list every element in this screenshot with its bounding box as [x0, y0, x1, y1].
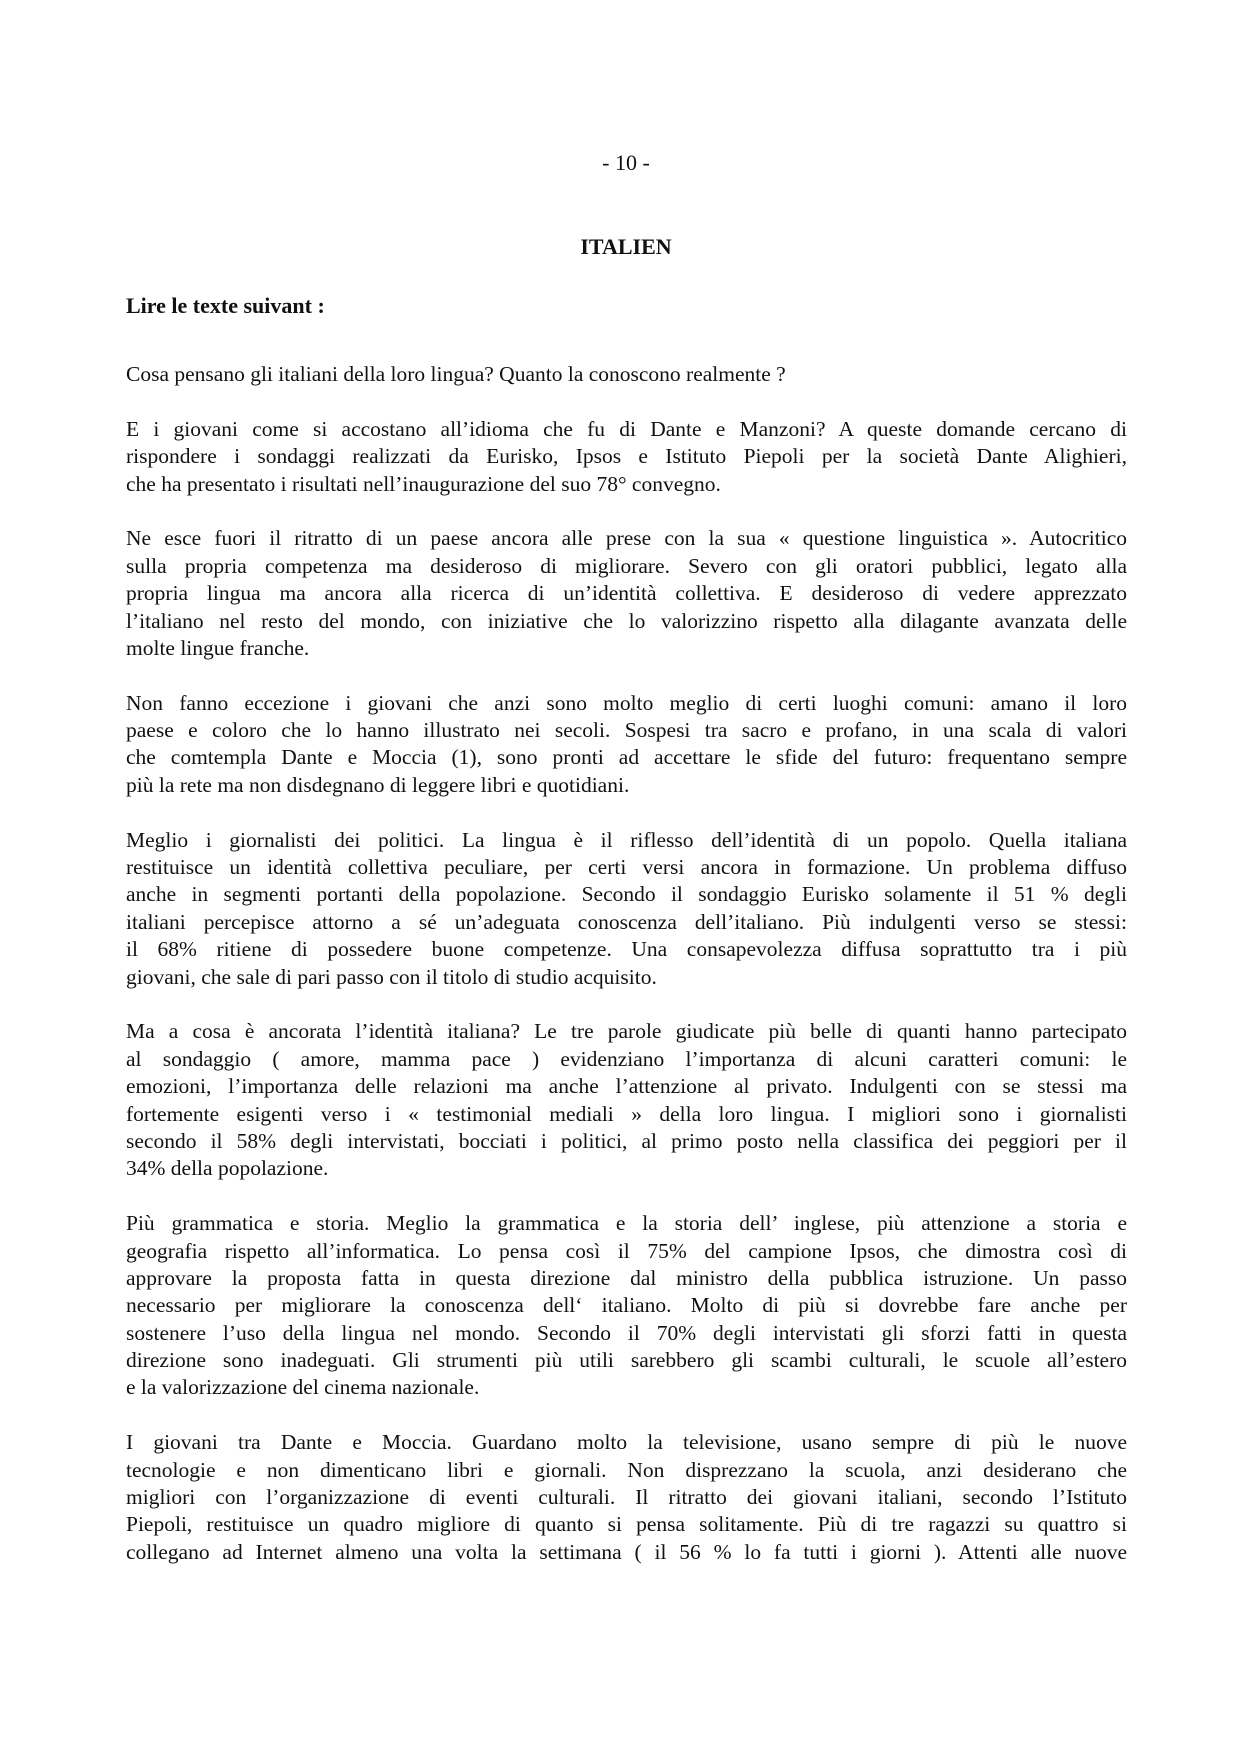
text-line: giovani, che sale di pari passo con il titolo di studio acquisito. — [126, 964, 657, 989]
text-line: anche in segmenti portanti della popolazione. Secondo il sondaggio Eurisko solamente il 51 % degli — [126, 882, 1127, 907]
text-line: Meglio i giornalisti dei politici. La lingua è il riflesso dell’identità di un popolo. Quella italiana — [126, 827, 1127, 852]
paragraph — [126, 1210, 1127, 1402]
text-line: molte lingue franche. — [126, 635, 310, 660]
text-line: E i giovani come si accostano all’idioma che fu di Dante e Manzoni? A queste domande cercano di — [126, 416, 1127, 441]
paragraph — [126, 827, 1127, 991]
text-line: rispondere i sondaggi realizzati da Eurisko, Ipsos e Istituto Piepoli per la società Dante Alighieri, — [126, 444, 1127, 469]
document-body — [126, 361, 1127, 1594]
text-line: emozioni, l’importanza delle relazioni ma anche l’attenzione al privato. Indulgenti con se stessi ma — [126, 1074, 1127, 1099]
paragraph — [126, 690, 1127, 800]
text-line: necessario per migliorare la conoscenza dell‘ italiano. Molto di più si dovrebbe fare anche per — [126, 1293, 1127, 1318]
text-line: sulla propria competenza ma desideroso di migliorare. Severo con gli oratori pubblici, legato alla — [126, 553, 1127, 578]
text-line: secondo il 58% degli intervistati, bocciati i politici, al primo posto nella classifica dei peggiori per il — [126, 1128, 1127, 1153]
instruction-heading: Lire le texte suivant : — [126, 293, 325, 318]
text-line: migliori con l’organizzazione di eventi culturali. Il ritratto dei giovani italiani, secondo l’Istituto — [126, 1485, 1127, 1510]
paragraph — [126, 525, 1127, 662]
text-line: collegano ad Internet almeno una volta la settimana ( il 56 % lo fa tutti i giorni ). Attenti alle nuove — [126, 1539, 1127, 1564]
text-line: propria lingua ma ancora alla ricerca di un’identità collettiva. E desideroso di vedere apprezzato — [126, 581, 1127, 606]
text-line: I giovani tra Dante e Moccia. Guardano molto la televisione, usano sempre di più le nuove — [126, 1430, 1127, 1455]
text-line: Ma a cosa è ancorata l’identità italiana? Le tre parole giudicate più belle di quanti hanno partecipato — [126, 1019, 1127, 1044]
text-line: Ne esce fuori il ritratto di un paese ancora alle prese con la sua « questione linguistica ». Autocritico — [126, 526, 1127, 551]
text-line: 34% della popolazione. — [126, 1156, 329, 1181]
text-line: l’italiano nel resto del mondo, con iniziative che lo valorizzino rispetto alla dilagante avanzata delle — [126, 608, 1127, 633]
text-line: tecnologie e non dimenticano libri e giornali. Non disprezzano la scuola, anzi desiderano che — [126, 1457, 1127, 1482]
text-line: restituisce un identità collettiva peculiare, per certi versi ancora in formazione. Un problema diffuso — [126, 855, 1127, 880]
text-line: paese e coloro che lo hanno illustrato nei secoli. Sospesi tra sacro e profano, in una scala di valori — [126, 718, 1127, 743]
paragraph — [126, 1429, 1127, 1566]
text-line: direzione sono inadeguati. Gli strumenti più utili sarebbero gli scambi culturali, le scuole all’estero — [126, 1348, 1127, 1373]
text-line: approvare la proposta fatta in questa direzione dal ministro della pubblica istruzione. Un passo — [126, 1265, 1127, 1290]
text-line: Cosa pensano gli italiani della loro lingua? Quanto la conoscono realmente ? — [126, 362, 786, 386]
paragraph — [126, 1018, 1127, 1182]
paragraph — [126, 416, 1127, 498]
text-line: italiani percepisce attorno a sé un’adeguata conoscenza dell’italiano. Più indulgenti verso se stessi: — [126, 909, 1127, 934]
page-title: ITALIEN — [580, 234, 672, 259]
text-line: fortemente esigenti verso i « testimonial mediali » della loro lingua. I migliori sono i giornalisti — [126, 1101, 1127, 1126]
text-line: Non fanno eccezione i giovani che anzi sono molto meglio di certi luoghi comuni: amano il loro — [126, 690, 1127, 715]
text-line: più la rete ma non disdegnano di leggere libri e quotidiani. — [126, 772, 630, 797]
text-line: geografia rispetto all’informatica. Lo pensa così il 75% del campione Ipsos, che dimostra così di — [126, 1238, 1127, 1263]
text-line: al sondaggio ( amore, mamma pace ) evidenziano l’importanza di alcuni caratteri comuni: le — [126, 1046, 1127, 1071]
text-line: che ha presentato i risultati nell’inaugurazione del suo 78° convegno. — [126, 471, 721, 496]
text-line: Piepoli, restituisce un quadro migliore di quanto si pensa solitamente. Più di tre ragazzi su quattro si — [126, 1512, 1127, 1537]
text-line: sostenere l’uso della lingua nel mondo. Secondo il 70% degli intervistati gli sforzi fatti in questa — [126, 1320, 1127, 1345]
page-number: - 10 - — [602, 150, 650, 175]
paragraph — [126, 361, 1127, 388]
text-line: Più grammatica e storia. Meglio la grammatica e la storia dell’ inglese, più attenzione a storia e — [126, 1211, 1127, 1236]
text-line: il 68% ritiene di possedere buone competenze. Una consapevolezza diffusa soprattutto tra i più — [126, 937, 1127, 962]
text-line: e la valorizzazione del cinema nazionale. — [126, 1375, 480, 1400]
text-line: che comtempla Dante e Moccia (1), sono pronti ad accettare le sfide del futuro: frequentano sempre — [126, 745, 1127, 770]
